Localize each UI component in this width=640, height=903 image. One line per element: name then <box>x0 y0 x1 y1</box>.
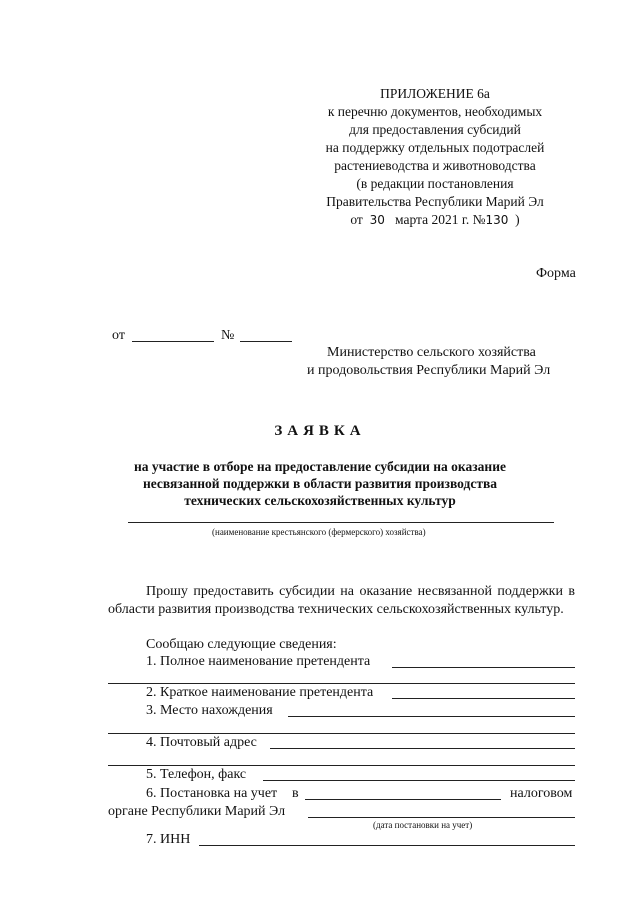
field-label-tax-registration: 6. Постановка на учет <box>146 786 278 801</box>
appendix-line: на поддержку отдельных подотраслей <box>325 140 545 155</box>
tax-authority-field[interactable] <box>308 817 575 818</box>
postal-address-field[interactable] <box>270 748 575 749</box>
appendix-line: к перечню документов, необходимых <box>327 104 543 119</box>
field-label-short-name: 2. Краткое наименование претендента <box>146 685 374 700</box>
date-prefix: от <box>350 212 363 227</box>
field-label-inn: 7. ИНН <box>146 832 191 847</box>
field-label-tax-word: налоговом <box>510 786 573 801</box>
appendix-header <box>300 85 570 229</box>
field-label-tax-in: в <box>292 786 299 801</box>
field-label-full-name: 1. Полное наименование претендента <box>146 654 371 669</box>
appendix-line: для предоставления субсидий <box>349 122 521 137</box>
appendix-line: Правительства Республики Марий Эл <box>326 194 544 209</box>
date-suffix: ) <box>515 212 520 227</box>
tax-registration-caption: (дата постановки на учет) <box>373 820 473 830</box>
form-label: Форма <box>536 266 576 281</box>
subtitle-line: на участие в отборе на предоставление субсидии на оказание <box>134 459 506 474</box>
ref-date-field[interactable] <box>132 341 214 342</box>
appendix-line: растениеводства и животноводства <box>334 158 536 173</box>
appendix-line: (в редакции постановления <box>356 176 514 191</box>
full-name-field[interactable] <box>392 667 575 668</box>
addressee-line-2: и продовольствия Республики Марий Эл <box>307 363 551 378</box>
info-intro: Сообщаю следующие сведения: <box>146 637 337 652</box>
farm-name-field[interactable] <box>128 522 554 523</box>
field-label-location: 3. Место нахождения <box>146 703 273 718</box>
field-label-phone-fax: 5. Телефон, факс <box>146 767 247 782</box>
tax-registration-date-field[interactable] <box>305 799 501 800</box>
document-title: ЗАЯВКА <box>274 423 366 439</box>
inn-field[interactable] <box>199 845 575 846</box>
short-name-field[interactable] <box>392 698 575 699</box>
phone-fax-field[interactable] <box>263 780 575 781</box>
doc-number: 130 <box>485 213 509 227</box>
ref-number-label: № <box>221 328 235 343</box>
field-label-tax-authority: органе Республики Марий Эл <box>108 804 286 819</box>
appendix-title: ПРИЛОЖЕНИЕ 6а <box>380 86 490 101</box>
request-paragraph: Прошу предоставить субсидии на оказание несвязанной поддержки в области развития производства технических сельскохозяйственных культур. <box>108 584 575 617</box>
document-subtitle <box>120 458 520 509</box>
date-month-year: марта 2021 г. № <box>395 212 486 227</box>
location-field[interactable] <box>288 716 575 717</box>
subtitle-line: технических сельскохозяйственных культур <box>184 493 456 508</box>
appendix-date-line <box>300 211 570 229</box>
field-label-postal-address: 4. Почтовый адрес <box>146 735 257 750</box>
subtitle-line: несвязанной поддержки в области развития производства <box>142 476 498 491</box>
ref-number-field[interactable] <box>240 341 292 342</box>
farm-name-caption: (наименование крестьянского (фермерского) хозяйства) <box>212 527 426 537</box>
ref-from-label: от <box>112 328 125 343</box>
addressee-line-1: Министерство сельского хозяйства <box>327 345 536 360</box>
date-day: 30 <box>369 213 385 227</box>
